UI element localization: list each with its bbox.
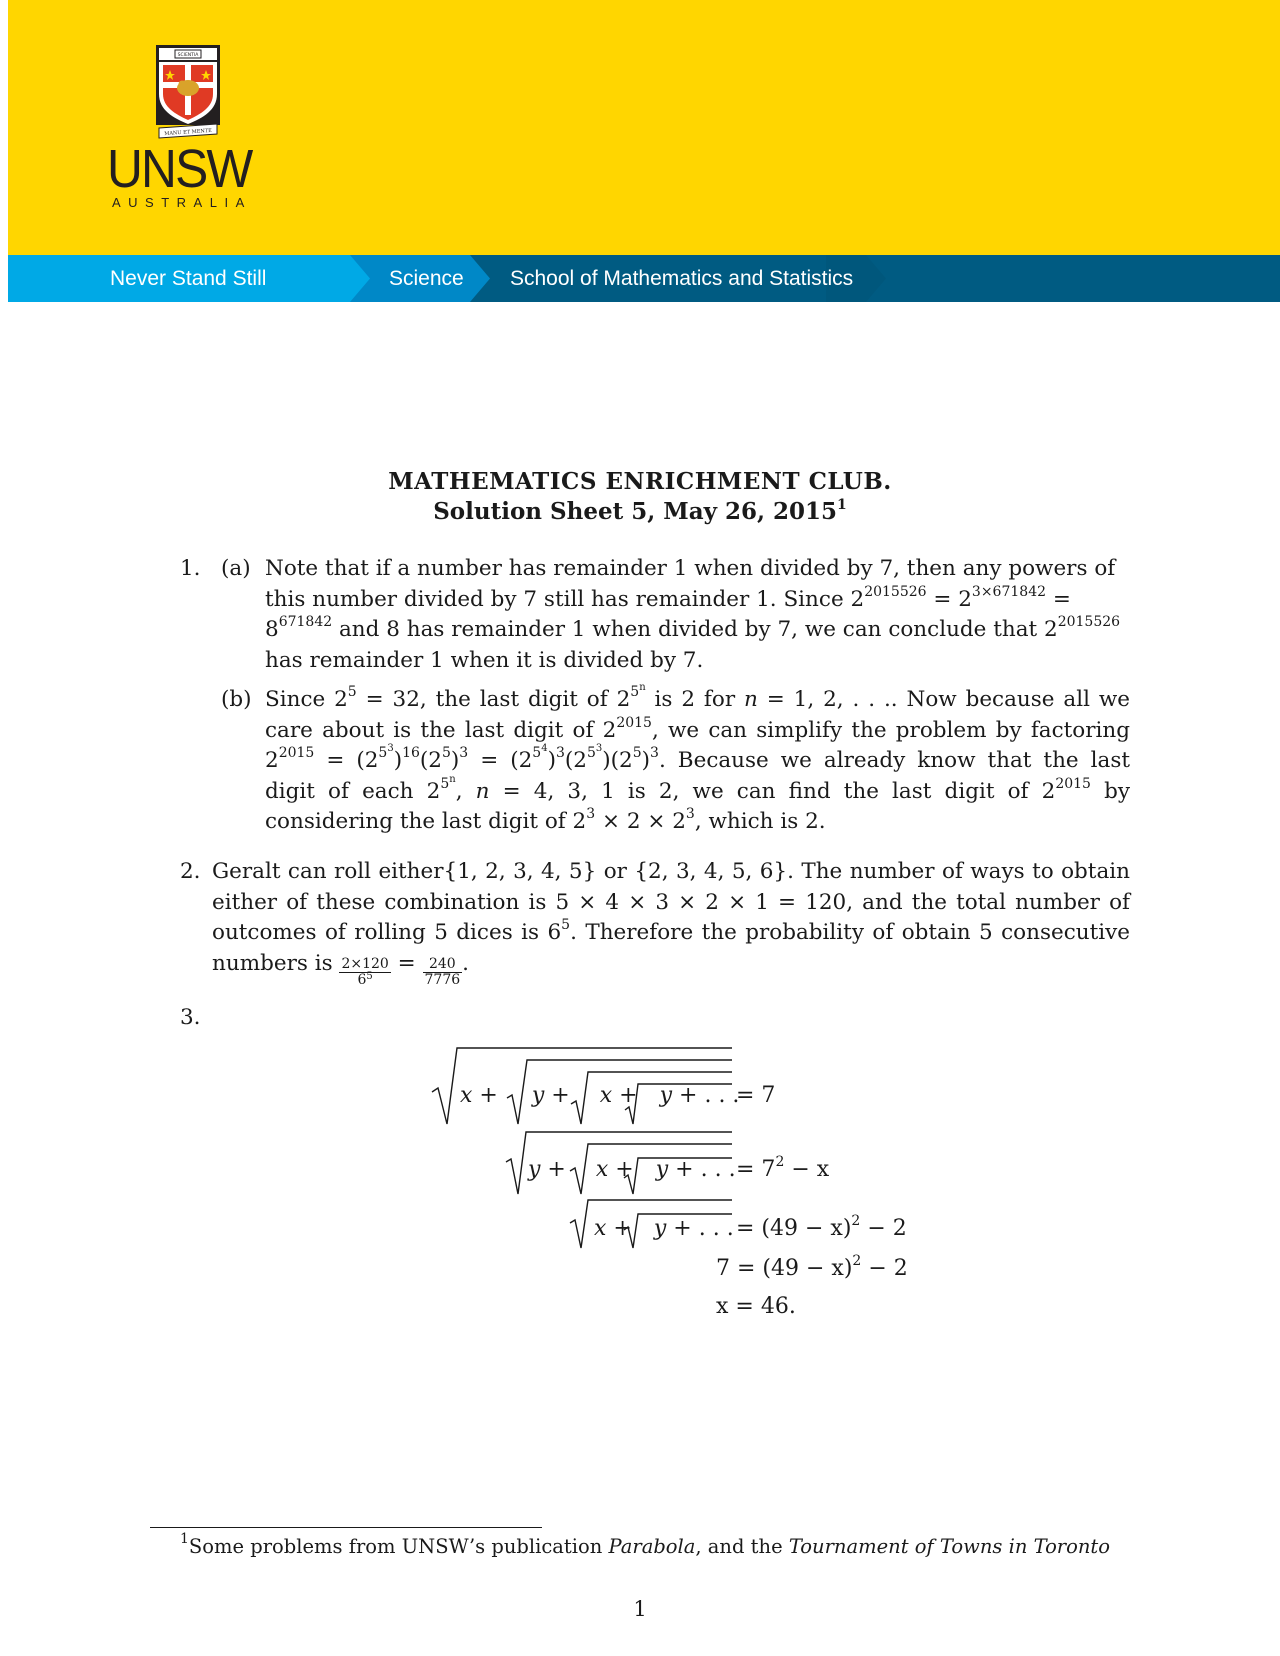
unsw-wordmark: UNSW [107, 139, 252, 199]
page-subtitle: Solution Sheet 5, May 26, 2015$^1$ [433, 497, 847, 525]
question-1b-text: Since $2^5 = 32$, the last digit of $2^{5^n}$ is 2 for n = 1, 2, . . .. Now because all we care about is the last digit of $2^{2015}$, we can simplify the problem by factoring $2^{2015} = (2^{5^3})^{16}(2^5)^3 = (2^{5^4})^3(2^{5^3})(2^5)^3$. Because we already know that the last digit of each $2^{5^n}$, n = 4, 3, 1 is 2, we can find the last digit of $2^{2015}$ by considering the last digit of $2^3 \times 2 \times 2^3$, which is 2. [265, 682, 1131, 834]
equation-line-5: x = 46. [716, 1294, 796, 1319]
equation-line-1-rhs: = 7 [736, 1083, 776, 1108]
question-1a-text: Note that if a number has remainder 1 when divided by 7, then any powers of this number divided by 7 still has remainder 1. Since $2^{2015526} = 2^{3\times 671842} = 8^{671842}$ and 8 has remainder 1 when divided by 7, we can conclude that $2^{2015526}$ has remainder 1 when it is divided by 7. [265, 556, 1121, 673]
footnote-rule [150, 1527, 542, 1528]
equation-line-3-rhs: = $(49 - x)^2 - 2$ [736, 1213, 907, 1241]
crest-book-text: SCIENTIA [177, 53, 199, 58]
crest-ribbon-text: MANU ET MENTE [164, 127, 212, 138]
question-1b-label: (b) [221, 687, 252, 712]
unsw-crest-logo [155, 44, 221, 144]
question-2-number: 2. [180, 859, 201, 884]
nav-school-of-maths[interactable]: School of Mathematics and Statistics [510, 267, 854, 290]
equation-line-2-rhs: = $7^2 - x$ [736, 1154, 830, 1182]
question-1a-label: (a) [221, 556, 251, 581]
equation-line-3-radicands: x + y + . . . [594, 1216, 734, 1241]
fraction-2x120-over-6-5: $\frac{2\times 120}{6^5}$ [341, 955, 389, 988]
equation-line-1-radicands: x + y + x + y + . . . [460, 1083, 740, 1108]
page-number: 1 [633, 1597, 647, 1621]
question-1-number: 1. [180, 556, 201, 581]
page-title: MATHEMATICS ENRICHMENT CLUB. [388, 468, 892, 495]
question-2-text: Geralt can roll either{1, 2, 3, 4, 5} or {2, 3, 4, 5, 6}. The number of ways to obtain either of these combination is 5 × 4 × 3 × 2 × 1 = 120, and the total number of outcomes of rolling 5 dices is $6^5$. Therefore the probability of obtain 5 consecutive numbers is $\frac{2\times 120}{6^5}$ = $\frac{240}{7776}$ . [212, 859, 1130, 988]
footnote: $^1$Some problems from UNSW’s publication Parabola, and the Tournament of Towns in Toronto [180, 1531, 1111, 1558]
nav-never-stand-still[interactable]: Never Stand Still [110, 267, 267, 290]
fraction-240-over-7776: $\frac{240}{7776}$ [424, 955, 461, 988]
footnote-marker: 1 [837, 497, 847, 513]
question-3-number: 3. [180, 1005, 201, 1030]
nav-science[interactable]: Science [389, 267, 464, 290]
unsw-tagline: AUSTRALIA [112, 195, 252, 210]
equation-line-4: $7 = (49 - x)^2 - 2$ [716, 1253, 908, 1281]
equation-line-2-radicands: y + x + y + . . . [528, 1157, 736, 1182]
